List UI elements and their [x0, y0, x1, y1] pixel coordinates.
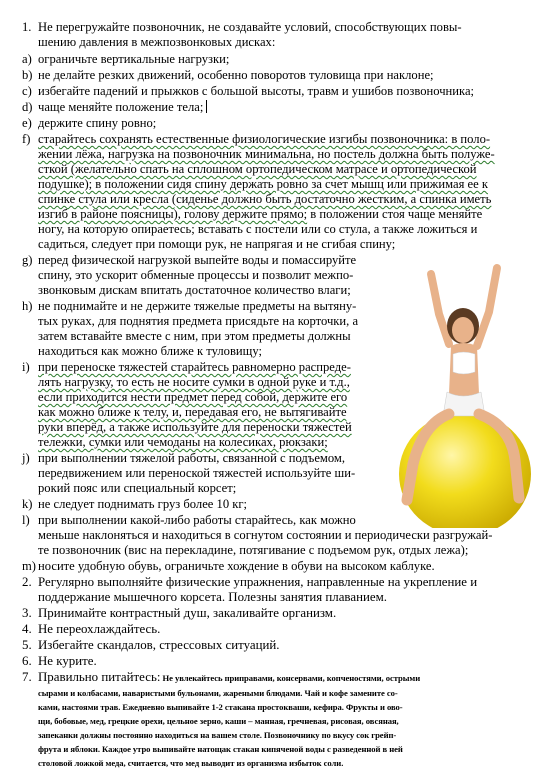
line-main-text: шению давления в межпозвонковых дисках:: [38, 35, 276, 49]
line-main-text: Правильно питайтесь:: [38, 670, 161, 684]
line-text: [38, 344, 262, 359]
nutrition-bold-line: ками, настоями трав. Ежедневно выпивайте 1-2 стакана простокваши, кефира. Фрукты и ово-: [38, 702, 403, 712]
fitball-illustration: [393, 254, 533, 528]
line-text: [38, 481, 236, 496]
line-main-text: сткой (желательно спать на сплошном ортопедическом матрасе и ортопедической: [38, 162, 477, 176]
line-main-text: те позвоночник (вис на перекладине, потягивание с подъемом рук, отдых лежа);: [38, 543, 469, 557]
line-text: [38, 20, 462, 35]
line-main-text: чаще меняйте положение тела;: [38, 100, 204, 114]
line-text: [38, 314, 358, 329]
line-main-text: поддержание мышечного корсета. Полезны занятия плаванием.: [38, 590, 387, 604]
line-main-text: ограничьте вертикальные нагрузки;: [38, 52, 230, 66]
line-main-text: Не курите.: [38, 654, 97, 668]
line-main-text: Регулярно выполняйте физические упражнения, направленные на укрепление и: [38, 575, 478, 589]
list-marker: 4.: [22, 622, 32, 636]
list-marker: k): [22, 497, 33, 511]
line-main-text: лять нагрузку, то есть не носите сумки в одной руке и т.д.,: [38, 375, 350, 389]
line-main-text: не следует поднимать груз более 10 кг;: [38, 497, 248, 511]
list-marker: d): [22, 100, 33, 114]
list-marker: 3.: [22, 606, 32, 620]
line-main-text: спину, это ускорит обменные процессы и позволит межпо-: [38, 268, 354, 282]
line-text: [38, 100, 207, 115]
line-text: [38, 670, 420, 686]
list-marker: e): [22, 116, 32, 130]
line-text: [38, 654, 97, 669]
list-marker: 5.: [22, 638, 32, 652]
line-text: [38, 222, 477, 237]
line-main-text: тых руках, для поднятия предмета присядьте на корточки, а: [38, 314, 359, 328]
line-text: [38, 405, 347, 420]
line-text: [38, 375, 350, 390]
line-rest-text: в положении стоя чаще меняйте: [307, 207, 483, 221]
line-text: [38, 68, 434, 83]
line-main-text: не делайте резких движений, особенно поворотов туловища при наклоне;: [38, 68, 434, 82]
line-text: [38, 360, 351, 375]
line-main-text: находиться как можно ближе к туловищу;: [38, 344, 262, 358]
line-main-text: при переноске тяжестей старайтесь равномерно распреде-: [38, 360, 351, 374]
nutrition-bold-line: щи, бобовые, мед, грецкие орехи, цельное зерно, каши – манная, гречневая, рисовая, овсяная,: [38, 716, 399, 726]
line-text: [38, 207, 482, 222]
line-main-text: Избегайте скандалов, стрессовых ситуаций.: [38, 638, 280, 652]
line-main-text: подушке); в положении сидя спину держать ровно за счет мышц или прижимая ее к: [38, 177, 488, 191]
text-cursor[interactable]: [206, 100, 207, 113]
line-text: [38, 528, 492, 543]
list-marker: c): [22, 84, 32, 98]
line-main-text: носите удобную обувь, ограничьте хождение в обуви на высоком каблуке.: [38, 559, 435, 573]
line-text: [38, 132, 490, 147]
line-text: [38, 192, 491, 207]
line-main-text: садиться, следует при помощи рук, не напрягая и не сгибая спину;: [38, 237, 396, 251]
woman-on-fitball-photo: [393, 254, 533, 528]
line-text: [38, 466, 355, 481]
line-main-text: не поднимайте и не держите тяжелые предметы на вытяну-: [38, 299, 357, 313]
list-marker: m): [22, 559, 36, 573]
list-marker: 1.: [22, 20, 32, 34]
line-main-text: перед физической нагрузкой выпейте воды и помассируйте: [38, 253, 357, 267]
line-text: [38, 52, 229, 67]
list-marker: i): [22, 360, 30, 374]
line-main-text: жении лёжа, нагрузка на позвоночник минимальна, но постель должна быть полуже-: [38, 147, 495, 161]
line-main-text: тележки, сумки или чемоданы на колесиках, рюкзаки;: [38, 435, 328, 449]
list-marker: 6.: [22, 654, 32, 668]
list-marker: h): [22, 299, 33, 313]
line-main-text: Не перегружайте позвоночник, не создавайте условий, способствующих повы-: [38, 20, 462, 34]
line-main-text: передвижением или переноской тяжестей используйте ши-: [38, 466, 356, 480]
line-text: [38, 513, 356, 528]
line-text: [38, 116, 156, 131]
list-marker: 7.: [22, 670, 32, 684]
line-text: [38, 253, 356, 268]
line-text: [38, 497, 247, 512]
line-text: [38, 84, 474, 99]
line-text: [38, 35, 275, 50]
line-text: [38, 606, 336, 621]
nutrition-bold-line: столовой ложкой меда, считается, что мед выводит из организма избыток соли.: [38, 758, 344, 768]
line-text: [38, 268, 353, 283]
line-main-text: старайтесь сохранять естественные физиологические изгибы позвоночника: в поло-: [38, 132, 491, 146]
line-text: [38, 237, 395, 252]
nutrition-bold-line: сырами и колбасами, наваристыми бульонами, жареными блюдами. Чай и кофе замените со-: [38, 688, 398, 698]
line-main-text: Принимайте контрастный душ, закаливайте организм.: [38, 606, 337, 620]
line-main-text: рокий пояс или специальный корсет;: [38, 481, 237, 495]
line-main-text: как можно ближе к телу, и, передавая его, не вытягивайте: [38, 405, 347, 419]
line-main-text: меньше наклоняться и находиться в согнутом состоянии и периодически разгружай-: [38, 528, 493, 542]
nutrition-bold-text: Не увлекайтесь приправами, консервами, копченостями, острыми: [160, 673, 421, 683]
line-text: [38, 329, 351, 344]
line-main-text: изгиб в районе поясницы), голову держите прямо;: [38, 207, 308, 221]
line-text: [38, 390, 347, 405]
list-marker: l): [22, 513, 30, 527]
list-marker: b): [22, 68, 33, 82]
line-main-text: держите спину ровно;: [38, 116, 157, 130]
line-main-text: Не переохлаждайтесь.: [38, 622, 161, 636]
line-text: [38, 559, 435, 574]
line-main-text: затем вставайте вместе с ним, при этом предметы должны: [38, 329, 351, 343]
line-main-text: при выполнении тяжелой работы, связанной с подъемом,: [38, 451, 346, 465]
line-text: [38, 622, 160, 637]
line-text: [38, 299, 356, 314]
list-marker: j): [22, 451, 30, 465]
line-text: [38, 451, 345, 466]
line-main-text: при выполнении какой-либо работы старайтесь, как можно: [38, 513, 356, 527]
line-text: [38, 543, 468, 558]
line-main-text: если приходится нести предмет перед собой, держите его: [38, 390, 348, 404]
line-text: [38, 590, 387, 605]
line-text: [38, 420, 352, 435]
line-text: [38, 147, 495, 162]
line-text: [38, 162, 477, 177]
line-text: [38, 283, 351, 298]
list-marker: 2.: [22, 575, 32, 589]
list-marker: a): [22, 52, 32, 66]
nutrition-bold-line: запеканки должны постоянно находиться на вашем столе. Позвоночнику по вкусу сок грейп-: [38, 730, 397, 740]
line-main-text: руки вперёд, а также используйте для переноски тяжестей: [38, 420, 352, 434]
line-main-text: избегайте падений и прыжков с большой высоты, травм и ушибов позвоночника;: [38, 84, 475, 98]
line-main-text: звонковым дискам впитать достаточное количество влаги;: [38, 283, 351, 297]
line-text: [38, 177, 488, 192]
line-text: [38, 435, 328, 450]
line-text: [38, 575, 477, 590]
list-marker: f): [22, 132, 31, 146]
list-marker: g): [22, 253, 33, 267]
line-main-text: спинке стула или кресла (сиденье должно быть достаточно жестким, а спинка иметь: [38, 192, 492, 206]
line-main-text: ногу, на которую опираетесь; вставать с постели или со стула, а также ложиться и: [38, 222, 478, 236]
line-text: [38, 638, 280, 653]
nutrition-bold-line: фрута и яблоки. Каждое утро выпивайте натощак стакан кипяченой воды с разведенной в ней: [38, 744, 403, 754]
